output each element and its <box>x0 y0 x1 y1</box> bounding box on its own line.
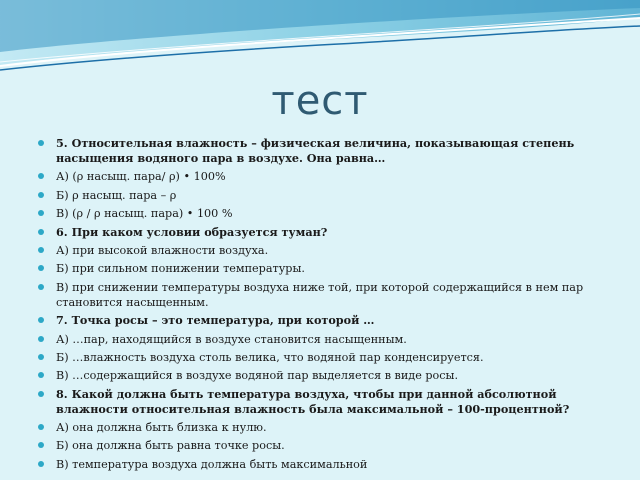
bullet-icon <box>38 336 44 342</box>
answer-item <box>38 457 608 472</box>
item-text: В) температура воздуха должна быть максимальной <box>56 457 368 471</box>
item-text: 6. При каком условии образуется туман? <box>56 224 328 239</box>
bullet-icon <box>38 284 44 290</box>
item-text: 8. Какой должна быть температура воздуха, чтобы при данной абсолютной влажности относительная влажность была максимальной – 100-процентной? <box>56 386 570 416</box>
item-text: В) (ρ / ρ насыщ. пара) • 100 % <box>56 207 233 221</box>
item-text: Б) …влажность воздуха столь велика, что водяной пар конденсируется. <box>56 350 484 364</box>
bullet-icon <box>38 140 44 146</box>
item-text: А) …пар, находящийся в воздухе становится насыщенным. <box>56 332 407 346</box>
question-item <box>38 387 608 417</box>
answer-item <box>38 368 608 383</box>
item-text: В) при снижении температуры воздуха ниже той, при которой содержащийся в нем пар становится насыщенным. <box>56 280 584 309</box>
item-text: Б) ρ насыщ. пара – ρ <box>56 188 177 202</box>
bullet-icon <box>38 317 44 323</box>
item-text: Б) при сильном понижении температуры. <box>56 262 305 276</box>
item-text: 7. Точка росы – это температура, при которой … <box>56 313 375 328</box>
answer-item <box>38 169 608 184</box>
answer-item <box>38 243 608 258</box>
item-text: А) (ρ насыщ. пара/ ρ) • 100% <box>56 170 226 184</box>
bullet-icon <box>38 265 44 271</box>
bullet-icon <box>38 461 44 467</box>
bullet-icon <box>38 354 44 360</box>
question-item <box>38 225 608 240</box>
bullet-icon <box>38 247 44 253</box>
item-text: В) …содержащийся в воздухе водяной пар выделяется в виде росы. <box>56 369 458 383</box>
answer-item <box>38 206 608 221</box>
bullet-icon <box>38 372 44 378</box>
bullet-icon <box>38 173 44 179</box>
item-text: 5. Относительная влажность – физическая величина, показывающая степень насыщения водяного пара в воздухе. Она равна… <box>56 136 575 165</box>
answer-item <box>38 438 608 453</box>
answer-item <box>38 350 608 365</box>
bullet-icon <box>38 442 44 448</box>
item-text: А) при высокой влажности воздуха. <box>56 243 269 257</box>
question-list <box>38 136 608 475</box>
question-item <box>38 313 608 328</box>
answer-item <box>38 188 608 203</box>
item-text: Б) она должна быть равна точке росы. <box>56 439 285 453</box>
header-wave-decoration <box>0 0 640 90</box>
answer-item <box>38 280 608 310</box>
item-text: А) она должна быть близка к нулю. <box>56 421 267 435</box>
answer-item <box>38 420 608 435</box>
bullet-icon <box>38 391 44 397</box>
question-item <box>38 136 608 166</box>
answer-item <box>38 261 608 276</box>
bullet-icon <box>38 192 44 198</box>
bullet-icon <box>38 210 44 216</box>
slide-title: тест <box>271 78 369 124</box>
bullet-icon <box>38 424 44 430</box>
answer-item <box>38 332 608 347</box>
bullet-icon <box>38 229 44 235</box>
